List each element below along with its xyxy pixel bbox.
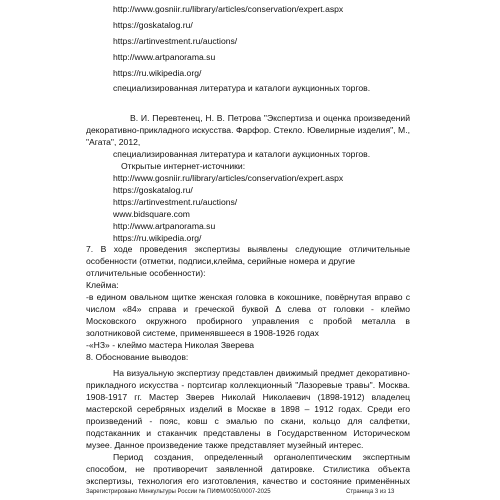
- link-gosniir-2[interactable]: http://www.gosniir.ru/library/articles/conservation/expert.aspx: [113, 173, 344, 183]
- mark-line-5: -«НЗ» - клеймо мастера Николая Зверева: [86, 340, 255, 350]
- link-artinvestment[interactable]: https://artinvestment.ru/auctions/: [113, 36, 238, 46]
- marks-label: Клейма:: [86, 280, 119, 290]
- para1-line-5: произведений - пояс, ковш с эмалью по скани, кольцо для салфетки,: [86, 416, 410, 426]
- citation-line-2: декоративно-прикладного искусства. Фарфор. Стекло. Ювелирные изделия", М.,: [86, 125, 410, 135]
- link-wikipedia[interactable]: https://ru.wikipedia.org/: [113, 68, 202, 78]
- para1-line-4: мастерской серебряных изделий в Москве в 1898 – 1912 годах. Среди его: [86, 404, 410, 414]
- mark-line-2: числом «84» справа и греческой буквой Δ слева от головки - клеймо: [86, 304, 410, 314]
- footer-registration: Зарегистрировано Минкультуры России № ПИФМ/0050/0007-2025: [86, 489, 271, 495]
- para2-line-2: способом, не противоречит заявленной датировке. Стилистика объекта: [86, 464, 410, 474]
- link-wikipedia-2[interactable]: https://ru.wikipedia.org/: [113, 233, 202, 243]
- link-bidsquare[interactable]: www.bidsquare.com: [113, 209, 190, 219]
- para1-line-3: 1908-1917 гг. Мастер Зверев Николай Николаевич (1898-1912) владелец: [86, 392, 410, 402]
- para1-line-2: прикладного искусства - портсигар коллекционный "Лазоревые травы". Москва.: [86, 380, 410, 390]
- literature-note: специализированная литература и каталоги аукционных торгов.: [113, 83, 371, 93]
- citation-line-1: В. И. Перевтенец, Н. В. Петрова "Экспертиза и оценка произведений: [130, 113, 410, 123]
- citation-line-3: "Агата", 2012,: [86, 137, 141, 147]
- link-goskatalog-2[interactable]: https://goskatalog.ru/: [113, 185, 193, 195]
- section7-line-2: особенности (отметки, подписи,клейма, серийные номера и другие: [86, 256, 356, 266]
- footer-page-number: Страница 3 из 13: [346, 489, 395, 495]
- mark-line-3: Московского окружного пробирного управления с пробой металла в: [86, 316, 410, 326]
- literature-note-2: специализированная литература и каталоги аукционных торгов.: [113, 149, 371, 159]
- para2-line-3: экспертизы, технология его изготовления, качество и состояние применённых: [86, 476, 410, 486]
- section7-line-1: 7. В ходе проведения экспертизы выявлены следующие отличительные: [86, 244, 410, 254]
- section8-heading: 8. Обоснование выводов:: [86, 352, 189, 362]
- mark-line-1: -в едином овальном щитке женская головка в кокошнике, повёрнутая вправо с: [86, 292, 410, 302]
- open-sources-label: Открытые интернет-источники:: [121, 161, 246, 171]
- link-goskatalog[interactable]: https://goskatalog.ru/: [113, 20, 193, 30]
- para2-line-1: Период создания, определенный органолептическим экспертным: [113, 452, 410, 462]
- para1-line-1: На визуальную экспертизу представлен движимый предмет декоративно-: [113, 368, 410, 378]
- link-artpanorama[interactable]: http://www.artpanorama.su: [113, 52, 216, 62]
- link-artinvestment-2[interactable]: https://artinvestment.ru/auctions/: [113, 197, 238, 207]
- para1-line-6: подстаканник и стаканчик представлены в Государственном Историческом: [86, 428, 410, 438]
- para1-line-7: музее. Данное произведение также представляет музейный интерес.: [86, 440, 364, 450]
- link-artpanorama-2[interactable]: http://www.artpanorama.su: [113, 221, 216, 231]
- section7-line-3: отличительные особенности):: [86, 268, 206, 278]
- link-gosniir[interactable]: http://www.gosniir.ru/library/articles/conservation/expert.aspx: [113, 4, 344, 14]
- mark-line-4: золотниковой системе, применявшееся в 1908-1926 годах: [86, 328, 319, 338]
